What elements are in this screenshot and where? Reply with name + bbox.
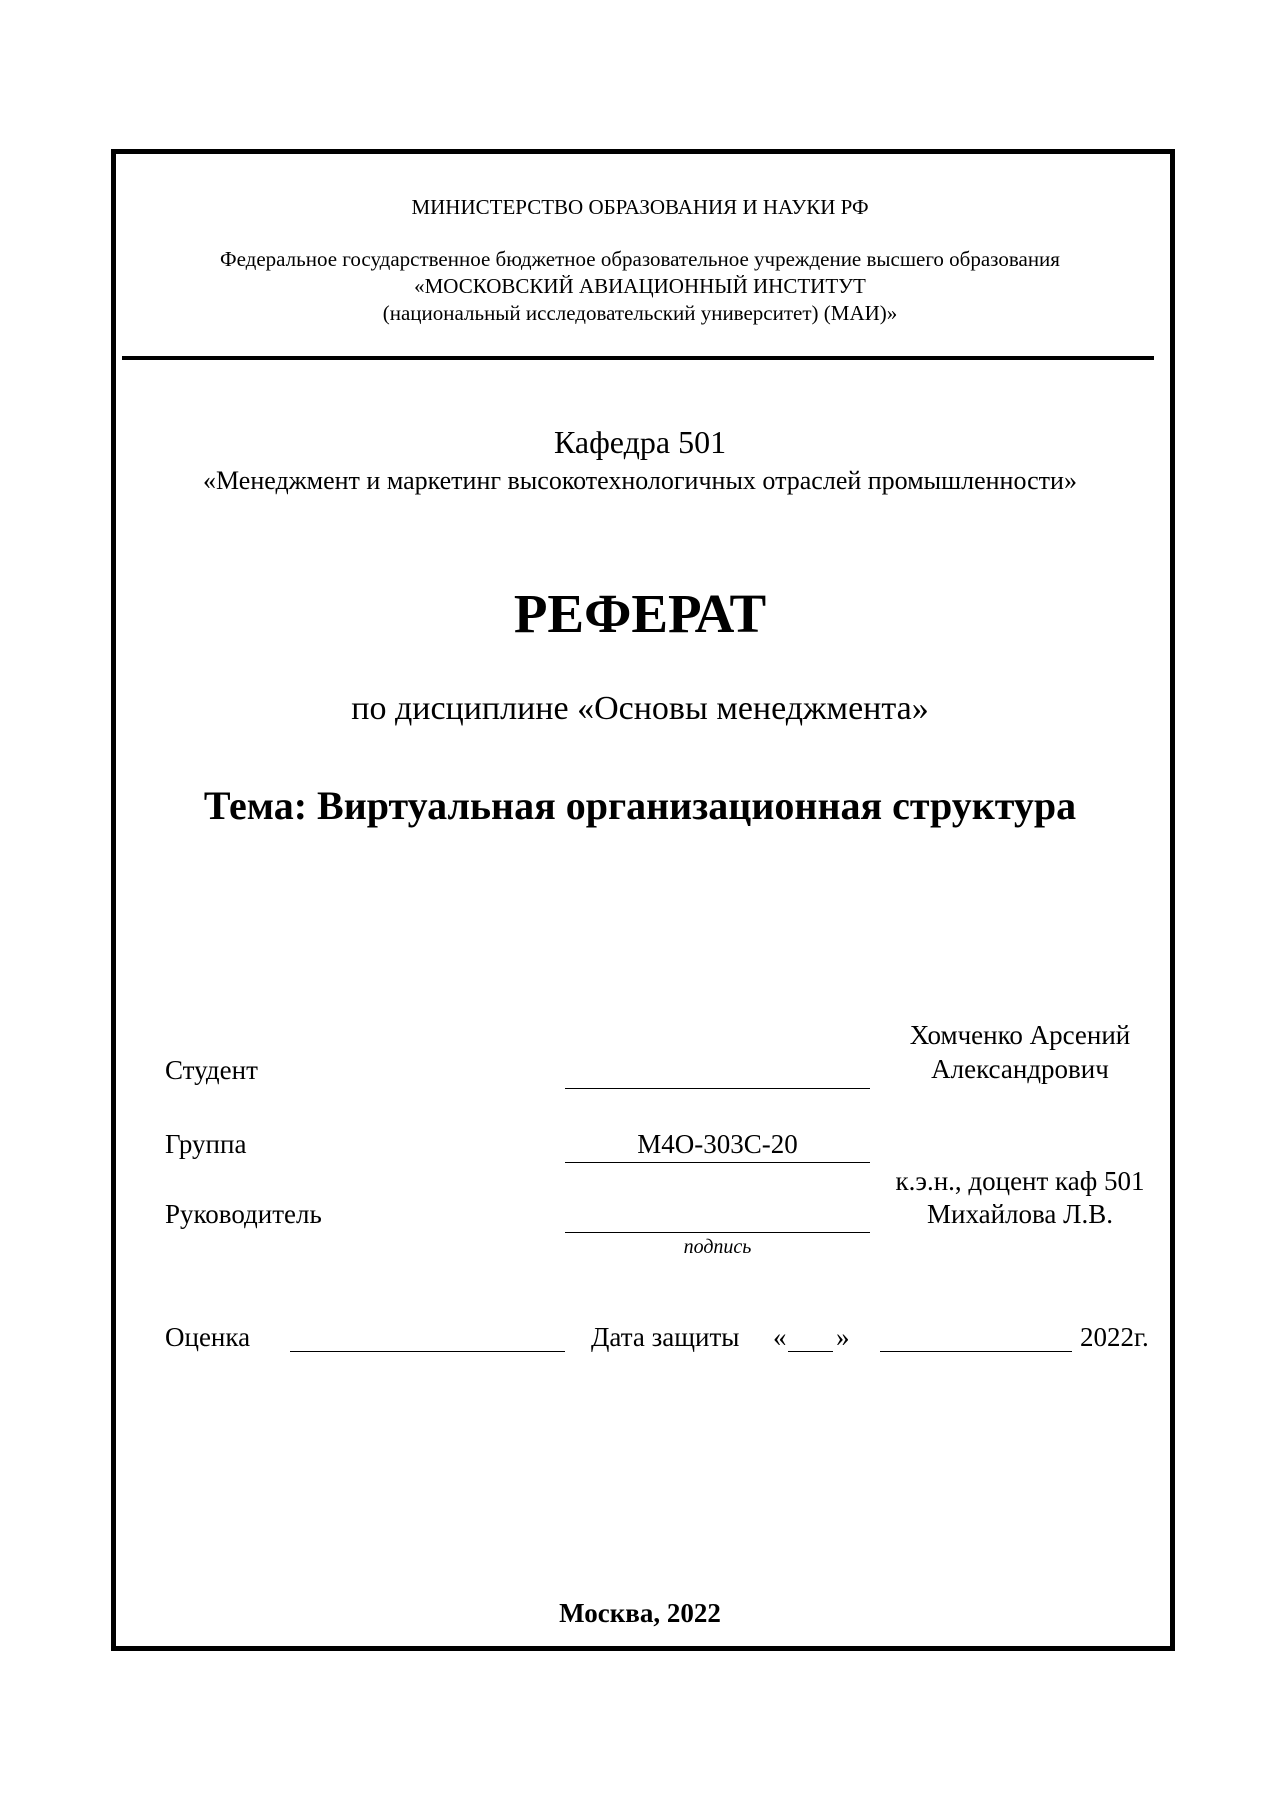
page-frame	[111, 149, 1175, 1651]
advisor-signature-line	[565, 1204, 870, 1233]
group-label: Группа	[165, 1129, 247, 1159]
defense-date-label: Дата защиты	[591, 1322, 740, 1352]
signature-caption: подпись	[683, 1236, 752, 1258]
advisor-label: Руководитель	[165, 1199, 322, 1229]
student-signature-line	[565, 1060, 870, 1089]
grade-line	[290, 1322, 565, 1352]
institution-line-3: (национальный исследовательский университет) (МАИ)»	[382, 301, 898, 325]
document-type-title: РЕФЕРАТ	[513, 583, 767, 644]
grade-label: Оценка	[165, 1322, 251, 1352]
day-line	[788, 1322, 833, 1352]
discipline: по дисциплине «Основы менеджмента»	[351, 690, 929, 727]
department-full-name: «Менеджмент и маркетинг высокотехнологичных отраслей промышленности»	[203, 466, 1077, 495]
city-year: Москва, 2022	[559, 1598, 721, 1628]
institution-line-2: «МОСКОВСКИЙ АВИАЦИОННЫЙ ИНСТИТУТ	[414, 274, 866, 298]
topic-title: Тема: Виртуальная организационная структура	[203, 783, 1077, 828]
ministry-title: МИНИСТЕРСТВО ОБРАЗОВАНИЯ И НАУКИ РФ	[411, 195, 869, 219]
student-name-line-2: Александрович	[931, 1054, 1109, 1084]
student-name-line-1: Хомченко Арсений	[909, 1020, 1131, 1050]
month-line	[880, 1322, 1072, 1352]
student-label: Студент	[165, 1055, 258, 1085]
advisor-title: к.э.н., доцент каф 501	[895, 1166, 1145, 1196]
institution-line-1: Федеральное государственное бюджетное образовательное учреждение высшего образования	[220, 247, 1060, 271]
quote-open: «	[773, 1322, 787, 1352]
header-divider	[122, 356, 1154, 360]
department-name: Кафедра 501	[553, 424, 727, 460]
group-value: М4О-303С-20	[637, 1129, 798, 1159]
advisor-name: Михайлова Л.В.	[927, 1199, 1113, 1229]
quote-close: »	[836, 1322, 850, 1352]
year-suffix: 2022г.	[1080, 1322, 1149, 1352]
